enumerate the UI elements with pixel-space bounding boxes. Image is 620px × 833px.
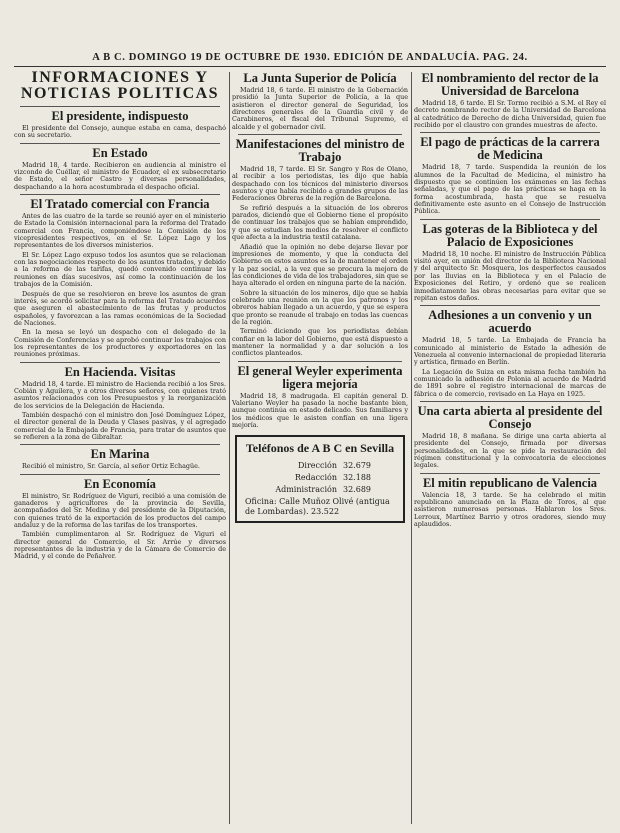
article-text: Se refirió después a la situación de los obreros parados, diciendo que el Gobierno tiene el propósito de continuar los trabajos que se habían emprendido, y que se estudian los medios de resolver el conflicto que afecta a la industria textil catalana. (232, 203, 408, 242)
headline: Una carta abierta al presidente del Consejo (417, 403, 603, 431)
column-center (232, 70, 408, 825)
headline: El presidente, indispuesto (51, 109, 189, 123)
article-text: Valencia 18, 3 tarde. Se ha celebrado el mitin republicano anunciado en la Plaza de Toros, al que asistieron numerosas personas. Hablaron los Sres. Lerroux, Martínez Barrio y otros oradores, siendo muy aplaudidos. (414, 490, 606, 529)
divider (238, 361, 402, 362)
article-text: Terminó diciendo que los periodistas debían confiar en la labor del Gobierno, que está dispuesto a mantener la normalidad y a dar solución a los conflictos planteados. (232, 327, 408, 358)
divider (420, 219, 600, 220)
divider (20, 143, 220, 144)
phone-number: 32.679 (343, 461, 371, 471)
headline: En Estado (92, 145, 148, 160)
phone-directory-box (235, 435, 405, 523)
headline: El general Weyler experimenta ligera mejoría (237, 363, 403, 391)
headline: Manifestaciones del ministro de Trabajo (235, 137, 405, 165)
headline: La Junta Superior de Policía (243, 71, 397, 85)
divider (20, 362, 220, 363)
headline: El mitin republicano de Valencia (422, 475, 598, 490)
column-right (414, 70, 606, 825)
article-text: Madrid 18, 6 tarde. El Sr. Tormo recibió a S.M. el Rey el decreto nombrando rector de la Universidad de Barcelona al catedrático de Derecho de dicha Universidad, quien fue recibido por el claustro con grandes muestras de afecto. (414, 99, 606, 130)
article-text: En la mesa se leyó un despacho con el delegado de la Comisión de Conferencias y se aprobó continuar los trabajos con los representantes de los productores y exportadores en las reuniones próximas. (14, 328, 226, 359)
phone-number: 32.689 (343, 485, 371, 495)
phone-row (245, 460, 395, 472)
divider (20, 474, 220, 475)
article-text: También despachó con el ministro don José Domínguez López, el director general de la Deuda y Clases pasivas, y el agregado comercial de la Embajada de Francia, para tratar de asuntos que se refieren a la zona de Gibraltar. (14, 410, 226, 441)
article-text: Madrid 18, 5 tarde. La Embajada de Francia ha comunicado al ministerio de Estado la adhesión de Venezuela al convenio internacional de propiedad literaria y artística, firmado en Berlín. (414, 336, 606, 367)
article-text: Madrid 18, 10 noche. El ministro de Instrucción Pública visitó ayer, en unión del director de la Biblioteca Nacional y del arquitecto Sr. Mosquera, los desperfectos causados por las lluvias en la Biblioteca y en el Palacio de Exposiciones del Retiro, y ordenó que se realicen inmediatamente las obras necesarias para evitar que se repitan estos daños. (414, 249, 606, 302)
phone-number: 32.188 (343, 473, 371, 483)
headline: El pago de prácticas de la carrera de Medicina (420, 135, 600, 163)
divider (20, 194, 220, 195)
phone-label: Dirección (297, 461, 337, 471)
divider (20, 444, 220, 445)
article-text: Antes de las cuatro de la tarde se reunió ayer en el ministerio de Estado la Comisión internacional para la reforma del Tratado comercial con Francia, componiéndose la Comisión de los vicepresidentes respectivos, en el Sr. López Lago y los representantes de los diversos ministerios. (14, 212, 226, 250)
article-text: El Sr. López Lago expuso todos los asuntos que se relacionan con las negociaciones respecto de los asuntos tratados, y debido a la reforma de las tarifas, quedó convenido continuar las reuniones en días sucesivos, así como la continuación de los trabajos de la Comisión. (14, 250, 226, 289)
article-text: También cumplimentaron al Sr. Rodríguez de Viguri el director general de Comercio, el Sr. Arrúe y diversos representantes de la industria y de la Cámara de Comercio de Madrid, y el conde de Peñalver. (14, 530, 226, 561)
phone-row (245, 472, 395, 484)
phone-office-label: Oficina: Calle Muñoz Olivé (antigua de Lombardas). (245, 497, 390, 517)
section-title: INFORMACIONES Y NOTICIAS POLITICAS (20, 70, 220, 102)
article-text: Madrid 18, 8 madrugada. El capitán general D. Valeriano Weyler ha pasado la noche bastante bien, aunque continúa en estado delicado. Sus familiares y los médicos que le asisten confían en una ligera mejoría. (232, 391, 408, 430)
divider (20, 106, 220, 107)
article-text: Madrid 18, 8 mañana. Se dirige una carta abierta al presidente del Consejo, firmada por diversas personalidades, en la que se pide la restauración del régimen constitucional y la convocatoria de elecciones legales. (414, 431, 606, 470)
article-text: Recibió el ministro, Sr. García, al señor Ortiz Echagüe. (22, 462, 200, 471)
article-text: Madrid 18, 7 tarde. Suspendida la reunión de los alumnos de la Facultad de Medicina, el ministro ha dispuesto que se continúen los exámenes en las fechas señaladas, y que el pago de las prácticas se haga en la forma acostumbrada, hasta que se resuelva definitivamente este asunto en el Consejo de Instrucción Pública. (414, 163, 606, 216)
article-text: Madrid 18, 7 tarde. El Sr. Sangro y Ros de Olano, al recibir a los periodistas, les dijo que había despachado con los técnicos del ministerio diversos asuntos y que había recibido a grandes grupos de las Federaciones Obreras de la región de Barcelona. (232, 165, 408, 203)
article-text: La Legación de Suiza en esta misma fecha también ha comunicado la adhesión de Polonia al acuerdo de Madrid de 1891 sobre el registro internacional de marcas de fábrica o de comercio, revisado en La Haya en 1925. (414, 367, 606, 398)
masthead-rule (14, 66, 606, 67)
headline: Las goteras de la Biblioteca y del Palacio de Exposiciones (422, 221, 598, 249)
headline: En Economía (84, 476, 156, 491)
divider (420, 305, 600, 306)
phone-label: Administración (275, 485, 337, 495)
divider (238, 134, 402, 135)
divider (420, 132, 600, 133)
article-text: Madrid 18, 4 tarde. Recibieron en audiencia al ministro el vizconde de Cuéllar, el ministro de Ecuador, el ex subsecretario de Estado, el señor Castro y diversas personalidades, despachando a la hora acostumbrada el despacho oficial. (14, 160, 226, 191)
article-text: Madrid 18, 6 tarde. El ministro de la Gobernación presidió la Junta Superior de Policía, a la que asistieron el director general de Seguridad, los directores generales de la Guardia civil y de Carabineros, el fiscal del Tribunal Supremo, el alcalde y el gobernador civil. (232, 86, 408, 131)
headline: El nombramiento del rector de la Universidad de Barcelona (421, 71, 599, 98)
phone-directory-title: Teléfonos de A B C en Sevilla (245, 441, 395, 456)
headline: Adhesiones a un convenio y un acuerdo (428, 308, 592, 336)
article-text: El ministro, Sr. Rodríguez de Viguri, recibió a una comisión de ganaderos y agricultores de la provincia de Sevilla, acompañados del Sr. Medina y del presidente de la Diputación, con quienes trató de la exportación de los productos del campo andaluz y de la reforma de las tarifas de los transportes. (14, 491, 226, 530)
masthead: A B C. DOMINGO 19 DE OCTUBRE DE 1930. EDICIÓN DE ANDALUCÍA. PAG. 24. (92, 52, 528, 63)
article-text: Madrid 18, 4 tarde. El ministro de Hacienda recibió a los Sres. Cobián y Aguilera, y a otros diversos señores, con quienes trató asuntos relacionados con los Presupuestos y la reorganización de los servicios de la Delegación de Hacienda. (14, 379, 226, 410)
phone-office (245, 497, 395, 517)
article-text: El presidente del Consejo, aunque estaba en cama, despachó con su secretario. (14, 124, 226, 140)
headline: En Hacienda. Visitas (64, 364, 176, 379)
divider (420, 401, 600, 402)
headline: En Marina (90, 447, 150, 462)
article-text: Sobre la situación de los mineros, dijo que se había celebrado una reunión en la que los patronos y los obreros habían llegado a un acuerdo, y que se espera que pronto se reanude el trabajo en todas las cuencas de la región. (232, 288, 408, 326)
columns (14, 70, 606, 825)
phone-row (245, 484, 395, 496)
article-text: Añadió que la opinión no debe dejarse llevar por impresiones de momento, y que la conducta del Gobierno en estos asuntos es la de mantener el orden y la paz social, a la vez que se procura la mejora de las condiciones de vida de los trabajadores, sin que se haya alterado el orden en ninguna parte de la nación. (232, 242, 408, 288)
headline: El Tratado comercial con Francia (30, 197, 210, 212)
divider (420, 473, 600, 474)
article-text: Después de que se resolvieron en breve los asuntos de gran interés, se acordó solicitar para la reforma del Tratado acuerdos que aseguren el abastecimiento de las frutas y productos españoles, y favorezcan a las ramas económicas de la Sociedad de Naciones. (14, 289, 226, 327)
phone-label: Redacción (294, 473, 337, 483)
column-left (14, 70, 226, 825)
phone-office-number: 23.522 (311, 507, 340, 517)
